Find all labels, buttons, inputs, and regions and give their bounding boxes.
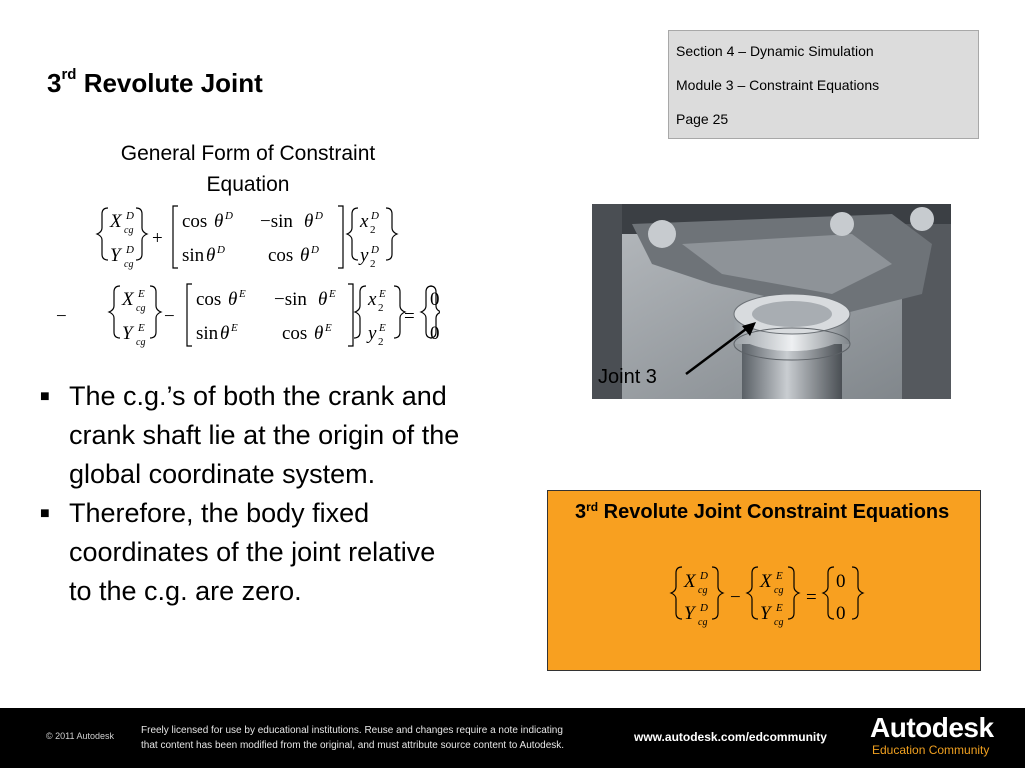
eq-operator: − [56, 306, 67, 327]
eq-subscript: 2 [378, 336, 384, 348]
bracket-right [348, 284, 353, 346]
eq-symbol: Y [760, 603, 771, 624]
eq-superscript: E [231, 322, 238, 334]
footer-license-line2: that content has been modified from the original, and must attribute source content to Autodesk. [141, 740, 565, 751]
revolute-constraint-equation [648, 563, 878, 643]
eq-subscript: cg [124, 259, 134, 270]
eq-symbol: y [368, 323, 377, 344]
eq-superscript: D [225, 210, 233, 222]
bullet-list [40, 377, 460, 611]
footer-url-link[interactable]: www.autodesk.com/edcommunity [634, 730, 827, 744]
eq-superscript: D [371, 210, 379, 222]
brace-left [747, 567, 758, 619]
eq-superscript: E [325, 322, 332, 334]
eq-symbol: θ [304, 211, 314, 232]
eq-zero: 0 [836, 603, 846, 624]
bracket-left [187, 284, 192, 346]
eq-symbol: θ [220, 323, 230, 344]
eq-superscript: E [379, 322, 386, 334]
eq-subscript: cg [136, 337, 146, 348]
eq-symbol: θ [214, 211, 224, 232]
eq-subscript: cg [698, 617, 708, 628]
slide-title [47, 68, 263, 99]
eq-symbol: X [110, 211, 122, 232]
eq-symbol: θ [206, 245, 216, 266]
eq-symbol: Y [122, 323, 133, 344]
eq-superscript: D [126, 244, 134, 256]
footer-bar [0, 708, 1025, 768]
eq-symbol: x [360, 211, 369, 232]
eq-symbol: y [360, 245, 369, 266]
eq-superscript: E [329, 288, 336, 300]
brace-right [712, 567, 723, 619]
joint-label: Joint 3 [598, 366, 657, 388]
title-number: 3 [47, 68, 62, 98]
bracket-left [173, 206, 178, 268]
autodesk-logo: Autodesk [870, 712, 994, 743]
brace-left [347, 208, 358, 260]
footer-license [141, 723, 564, 753]
bracket-right [338, 206, 343, 268]
brace-right [852, 567, 863, 619]
eq-function: sin [182, 245, 205, 266]
constraint-box-title [575, 501, 949, 524]
brace-left [354, 286, 366, 338]
eq-function: cos [196, 289, 222, 310]
eq-subscript: cg [774, 617, 784, 628]
brace-right [150, 286, 161, 338]
eq-function: −sin [274, 289, 307, 310]
brace-right [136, 208, 147, 260]
brace-left [109, 286, 120, 338]
eq-superscript: D [311, 244, 319, 256]
constraint-equations-box [547, 490, 981, 671]
footer-license-line1: Freely licensed for use by educational institutions. Reuse and changes require a note indicating [141, 725, 563, 736]
eq-subscript: cg [698, 585, 708, 596]
eq-superscript: D [371, 244, 379, 256]
eq-subscript: 2 [370, 224, 376, 236]
eq-symbol: X [122, 289, 134, 310]
bullet-marker-icon: ■ [40, 388, 50, 405]
brace-left [97, 208, 108, 260]
page-label: Page 25 [676, 111, 729, 127]
title-text: Revolute Joint [76, 68, 263, 98]
eq-superscript: D [700, 570, 708, 582]
eq-symbol: X [760, 571, 772, 592]
eq-superscript: E [776, 602, 783, 614]
general-form-heading-line2: Equation [206, 173, 290, 196]
eq-symbol: θ [318, 289, 328, 310]
eq-superscript: D [700, 602, 708, 614]
eq-superscript: E [379, 288, 386, 300]
eq-symbol: θ [314, 323, 324, 344]
eq-superscript: D [217, 244, 225, 256]
bullet-item [40, 377, 460, 494]
education-community-label: Education Community [872, 743, 990, 757]
eq-symbol: θ [300, 245, 310, 266]
eq-zero: 0 [430, 323, 440, 344]
eq-symbol: x [368, 289, 377, 310]
eq-zero: 0 [430, 289, 440, 310]
constraint-title-number: 3 [575, 501, 587, 523]
eq-operator: = [806, 587, 817, 608]
eq-subscript: cg [124, 225, 134, 236]
eq-superscript: E [138, 288, 145, 300]
eq-symbol: θ [228, 289, 238, 310]
eq-superscript: E [239, 288, 246, 300]
bullet-text: The c.g.’s of both the crank and crank shaft lie at the origin of the global coordinate system. [69, 381, 460, 489]
bullet-marker-icon: ■ [40, 505, 50, 522]
eq-function: cos [282, 323, 308, 344]
eq-operator: − [164, 306, 175, 327]
eq-subscript: cg [774, 585, 784, 596]
eq-symbol: X [684, 571, 696, 592]
general-form-heading-line1: General Form of Constraint [120, 142, 376, 165]
eq-function: cos [268, 245, 294, 266]
brace-right [788, 567, 799, 619]
eq-operator: − [730, 587, 741, 608]
module-label: Module 3 – Constraint Equations [676, 77, 880, 93]
brace-left [671, 567, 682, 619]
general-constraint-equation [40, 200, 440, 360]
section-label: Section 4 – Dynamic Simulation [676, 43, 874, 59]
eq-superscript: D [126, 210, 134, 222]
eq-operator: = [404, 306, 415, 327]
eq-operator: + [152, 228, 163, 249]
eq-symbol: Y [110, 245, 121, 266]
bullet-text: Therefore, the body fixed coordinates of the joint relative to the c.g. are zero. [69, 498, 436, 606]
eq-superscript: E [138, 322, 145, 334]
eq-superscript: E [776, 570, 783, 582]
title-ordinal: rd [61, 66, 77, 83]
eq-function: sin [196, 323, 219, 344]
bullet-item [40, 494, 460, 611]
brace-left [823, 567, 834, 619]
eq-subscript: 2 [370, 258, 376, 270]
eq-function: −sin [260, 211, 293, 232]
eq-zero: 0 [836, 571, 846, 592]
eq-superscript: D [315, 210, 323, 222]
section-info-box [668, 30, 979, 139]
brace-right [386, 208, 397, 260]
constraint-title-ordinal: rd [586, 500, 599, 514]
eq-subscript: 2 [378, 302, 384, 314]
general-form-heading [98, 138, 398, 200]
joint-pointer-arrow [680, 318, 760, 378]
constraint-title-text: Revolute Joint Constraint Equations [598, 501, 950, 523]
eq-subscript: cg [136, 303, 146, 314]
footer-copyright: © 2011 Autodesk [46, 731, 115, 741]
eq-symbol: Y [684, 603, 695, 624]
eq-function: cos [182, 211, 208, 232]
